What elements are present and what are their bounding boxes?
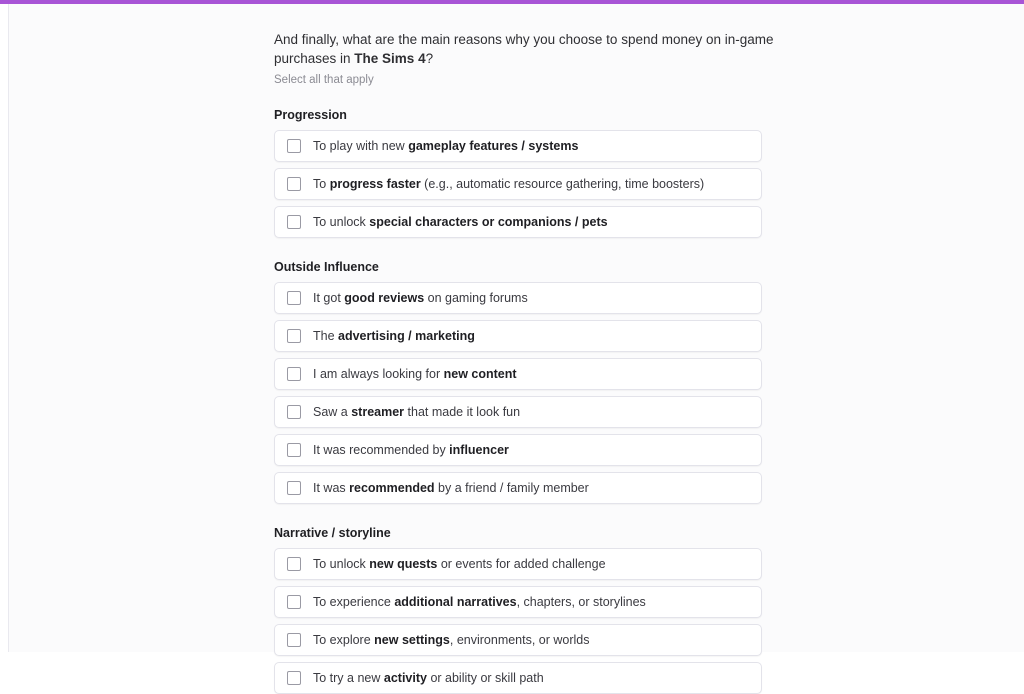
checkbox[interactable] <box>287 139 301 153</box>
checkbox[interactable] <box>287 595 301 609</box>
option-text-post: , chapters, or storylines <box>516 595 646 609</box>
option-label <box>313 138 578 154</box>
option-text-pre: To unlock <box>313 215 370 229</box>
option-text-bold: activity <box>383 671 427 685</box>
checkbox[interactable] <box>287 443 301 457</box>
question-suffix: ? <box>425 51 434 66</box>
option-text-bold: advertising / marketing <box>338 329 475 343</box>
option-text-bold: streamer <box>351 405 405 419</box>
survey-content <box>274 30 774 694</box>
option-text-post: or events for added challenge <box>437 557 606 571</box>
option-row[interactable] <box>274 358 762 390</box>
option-text-post: or ability or skill path <box>426 671 544 685</box>
option-text-bold: new quests <box>369 557 438 571</box>
option-text-bold: additional narratives <box>394 595 517 609</box>
option-text-bold: progress faster <box>329 177 421 191</box>
select-all-instruction: Select all that apply <box>274 74 374 86</box>
option-text-pre: It was <box>313 481 350 495</box>
option-text-post: , environments, or worlds <box>449 633 590 647</box>
group-title-outside-influence: Outside Influence <box>274 260 379 274</box>
left-rail <box>0 4 9 652</box>
checkbox[interactable] <box>287 177 301 191</box>
option-label <box>313 670 544 686</box>
option-row[interactable] <box>274 624 762 656</box>
checkbox[interactable] <box>287 481 301 495</box>
option-text-post: that made it look fun <box>404 405 521 419</box>
survey-page <box>9 4 1024 685</box>
option-text-pre: To explore <box>313 633 375 647</box>
option-row[interactable] <box>274 434 762 466</box>
option-row[interactable] <box>274 320 762 352</box>
option-text-pre: Saw a <box>313 405 352 419</box>
option-row[interactable] <box>274 282 762 314</box>
option-text-bold: recommended <box>349 481 435 495</box>
option-text-pre: The <box>313 329 339 343</box>
option-text-bold: gameplay features / systems <box>408 139 579 153</box>
question-game-name: The Sims 4 <box>354 51 426 66</box>
option-text-pre: It got <box>313 291 345 305</box>
option-text-pre: To unlock <box>313 557 370 571</box>
option-row[interactable] <box>274 396 762 428</box>
option-text-pre: To <box>313 177 330 191</box>
option-label <box>313 594 646 610</box>
question-text <box>274 30 774 68</box>
option-row[interactable] <box>274 168 762 200</box>
checkbox[interactable] <box>287 405 301 419</box>
group-title-progression: Progression <box>274 108 347 122</box>
group-title-narrative: Narrative / storyline <box>274 526 391 540</box>
checkbox[interactable] <box>287 329 301 343</box>
option-text-pre: It was recommended by <box>313 443 450 457</box>
option-row[interactable] <box>274 130 762 162</box>
option-row[interactable] <box>274 548 762 580</box>
option-label <box>313 442 509 458</box>
question-prefix: And finally, what are the main reasons why you choose to spend money on in-game purchases in <box>274 32 774 66</box>
option-text-post: on gaming forums <box>424 291 528 305</box>
option-text-bold: new content <box>443 367 517 381</box>
option-text-pre: I am always looking for <box>313 367 444 381</box>
option-row[interactable] <box>274 472 762 504</box>
option-label <box>313 328 475 344</box>
option-text-pre: To try a new <box>313 671 384 685</box>
option-text-pre: To play with new <box>313 139 409 153</box>
option-text-post: by a friend / family member <box>434 481 589 495</box>
option-label <box>313 290 528 306</box>
option-text-bold: new settings <box>374 633 450 647</box>
checkbox[interactable] <box>287 671 301 685</box>
checkbox[interactable] <box>287 557 301 571</box>
option-row[interactable] <box>274 206 762 238</box>
option-row[interactable] <box>274 586 762 618</box>
option-label <box>313 556 606 572</box>
option-text-bold: influencer <box>449 443 509 457</box>
option-label <box>313 632 590 648</box>
option-text-bold: special characters or companions / pets <box>369 215 608 229</box>
option-label <box>313 176 704 192</box>
option-label <box>313 480 589 496</box>
option-text-pre: To experience <box>313 595 395 609</box>
checkbox[interactable] <box>287 367 301 381</box>
option-row[interactable] <box>274 662 762 694</box>
option-text-bold: good reviews <box>344 291 425 305</box>
option-label <box>313 366 517 382</box>
checkbox[interactable] <box>287 215 301 229</box>
checkbox[interactable] <box>287 291 301 305</box>
option-label <box>313 404 520 420</box>
checkbox[interactable] <box>287 633 301 647</box>
option-label <box>313 214 608 230</box>
option-text-post: (e.g., automatic resource gathering, time boosters) <box>420 177 705 191</box>
